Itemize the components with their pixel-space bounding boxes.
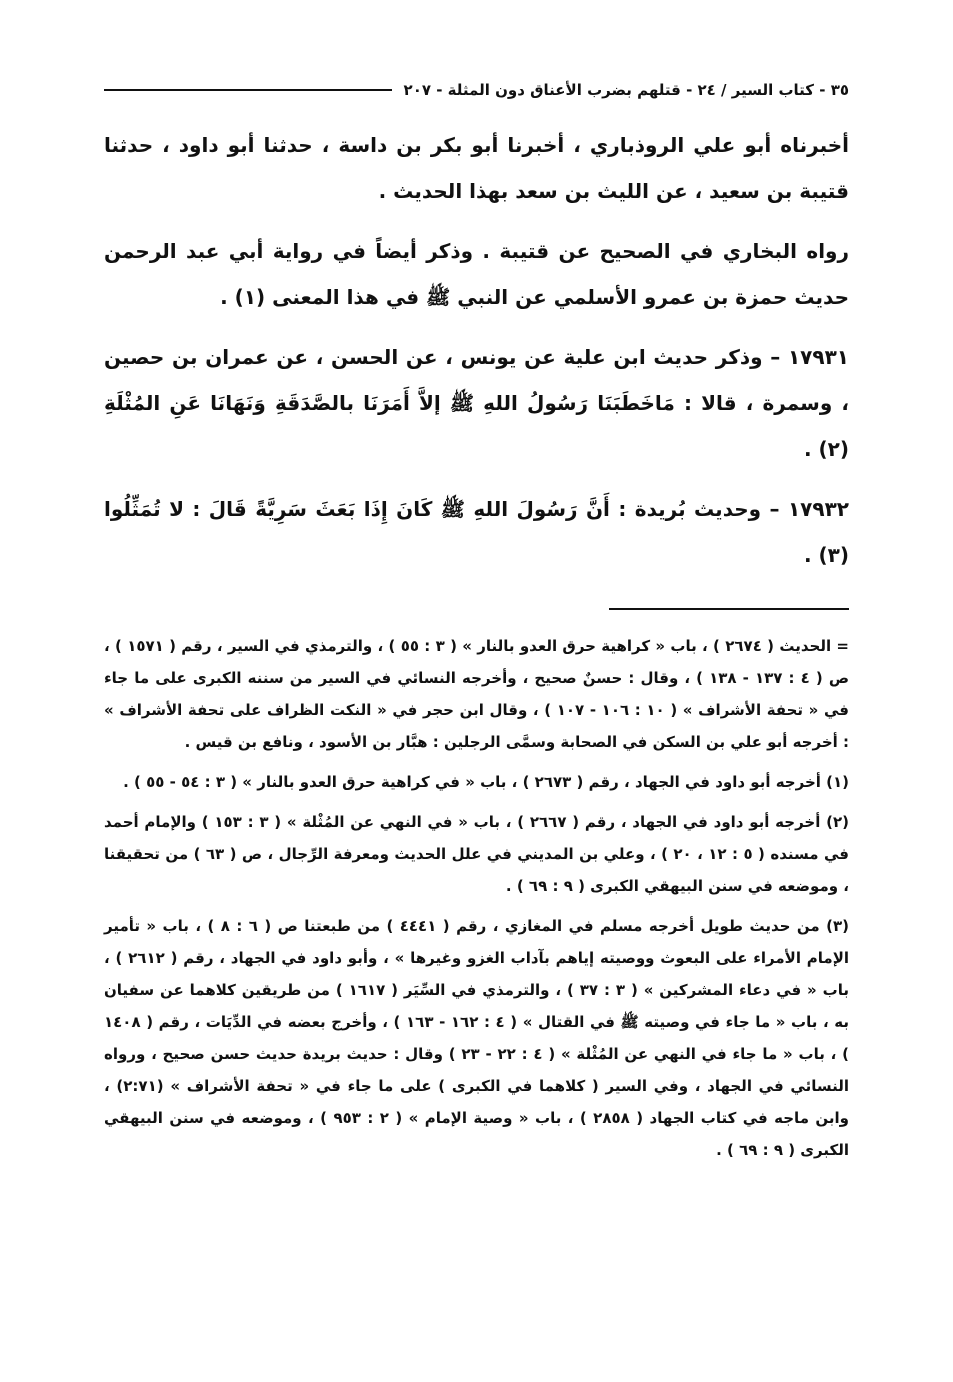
footnote-separator xyxy=(609,608,849,610)
hadith-paragraph xyxy=(104,334,849,472)
footnote: (٣) من حديث طويل أخرجه مسلم في المغازي ، رقم ( ٤٤٤١ ) من طبعتنا ص ( ٦ : ٨ ) ، باب « تأمير الإمام الأمراء على البعوث ووصيته إياهم بآداب الغزو وغيرها » ، وأبو داود في الجهاد ، رقم ( ٢٦١٢ ) ، باب « في دعاء المشركين » ( ٣ : ٣٧ ) ، والترمذي في السِّيَر ( ١٦١٧ ) من طريقين كلاهما عن سفيان به ، باب « ما جاء في وصيته ﷺ في القتال » ( ٤ : ١٦٢ - ١٦٣ ) ، وأخرج بعضه في الدِّيَات ، رقم ( ١٤٠٨ ) ، باب « ما جاء في النهي عن المُثْلة » ( ٤ : ٢٢ - ٢٣ ) وقال : حديث بريدة حديث حسن صحيح ، ورواه النسائي في الجهاد ، وفي السير ( كلاهما في الكبرى ) على ما جاء في « تحفة الأشراف » (٢:٧١) ، وابن ماجه في كتاب الجهاد ( ٢٨٥٨ ) ، باب « وصية الإمام » ( ٢ : ٩٥٣ ) ، وموضعه في سنن البيهقي الكبرى ( ٩ : ٦٩ ) . xyxy=(104,917,850,1159)
running-header-text: ٣٥ - كتاب السير / ٢٤ - قتلهم بضرب الأعناق دون المثلة - ٢٠٧ xyxy=(403,81,849,99)
paragraph-text: أخبرناه أبو علي الروذباري ، أخبرنا أبو بكر بن داسة ، حدثنا أبو داود ، حدثنا قتيبة بن سعيد ، عن الليث بن سعد بهذا الحديث . xyxy=(104,133,849,203)
main-text xyxy=(104,122,849,578)
paragraph-text: رواه البخاري في الصحيح عن قتيبة . وذكر أيضاً في رواية أبي عبد الرحمن حديث حمزة بن عمرو الأسلمي عن النبي ﷺ في هذا المعنى (١) . xyxy=(104,239,849,309)
footnote: (٢) أخرجه أبو داود في الجهاد ، رقم ( ٢٦٦٧ ) ، باب « في النهي عن المُثْلة » ( ٣ : ١٥٣ ) والإمام أحمد في مسنده ( ٥ : ١٢ ، ٢٠ ) ، وعلي بن المديني في علل الحديث ومعرفة الرِّجال ، ص ( ٦٣ ) من تحقيقنا ، وموضعه في سنن البيهقي الكبرى ( ٩ : ٦٩ ) . xyxy=(104,813,849,895)
header-rule xyxy=(104,89,392,91)
paragraph-text: – وحديث بُريدة : أَنَّ رَسُولَ اللهِ ﷺ كَانَ إِذَا بَعَثَ سَرِيَّةً قَالَ : لا تُمَثِّلُوا (٣) . xyxy=(104,497,849,567)
hadith-paragraph xyxy=(104,486,849,578)
footnote: = الحديث ( ٢٦٧٤ ) ، باب « كراهية حرق العدو بالنار » ( ٣ : ٥٥ ) ، والترمذي في السير ، رقم ( ١٥٧١ ) ، ص ( ٤ : ١٣٧ - ١٣٨ ) ، وقال : حسنٌ صحيح ، وأخرجه النسائي في السير من سننه الكبرى على ما جاء في « تحفة الأشراف » ( ١٠ : ١٠٦ - ١٠٧ ) ، وقال ابن حجر في « النكت الظراف على تحفة الأشراف » : أخرجه أبو علي بن السكن في الصحابة وسمَّى الرجلين : هبَّار بن الأسود ، ونافع بن قيس . xyxy=(104,637,850,751)
paragraph xyxy=(104,122,849,214)
hadith-number: ١٧٩٣٢ xyxy=(787,497,849,521)
paragraph-text: – وذكر حديث ابن علية عن يونس ، عن الحسن ، عن عمران بن حصين ، وسمرة ، قالا : مَاخَطَبَنَا رَسُولُ اللهِ ﷺ إلاَّ أَمَرَنَا بالصَّدَقَةِ وَنَهَانَا عَنِ المُثْلَةِ (٢) . xyxy=(104,345,849,461)
footnote: (١) أخرجه أبو داود في الجهاد ، رقم ( ٢٦٧٣ ) ، باب « في كراهية حرق العدو بالنار » ( ٣ : ٥٤ - ٥٥ ) . xyxy=(123,773,849,791)
hadith-number: ١٧٩٣١ xyxy=(787,345,849,369)
running-header xyxy=(104,70,849,110)
footnotes xyxy=(104,630,849,1166)
paragraph xyxy=(104,228,849,320)
